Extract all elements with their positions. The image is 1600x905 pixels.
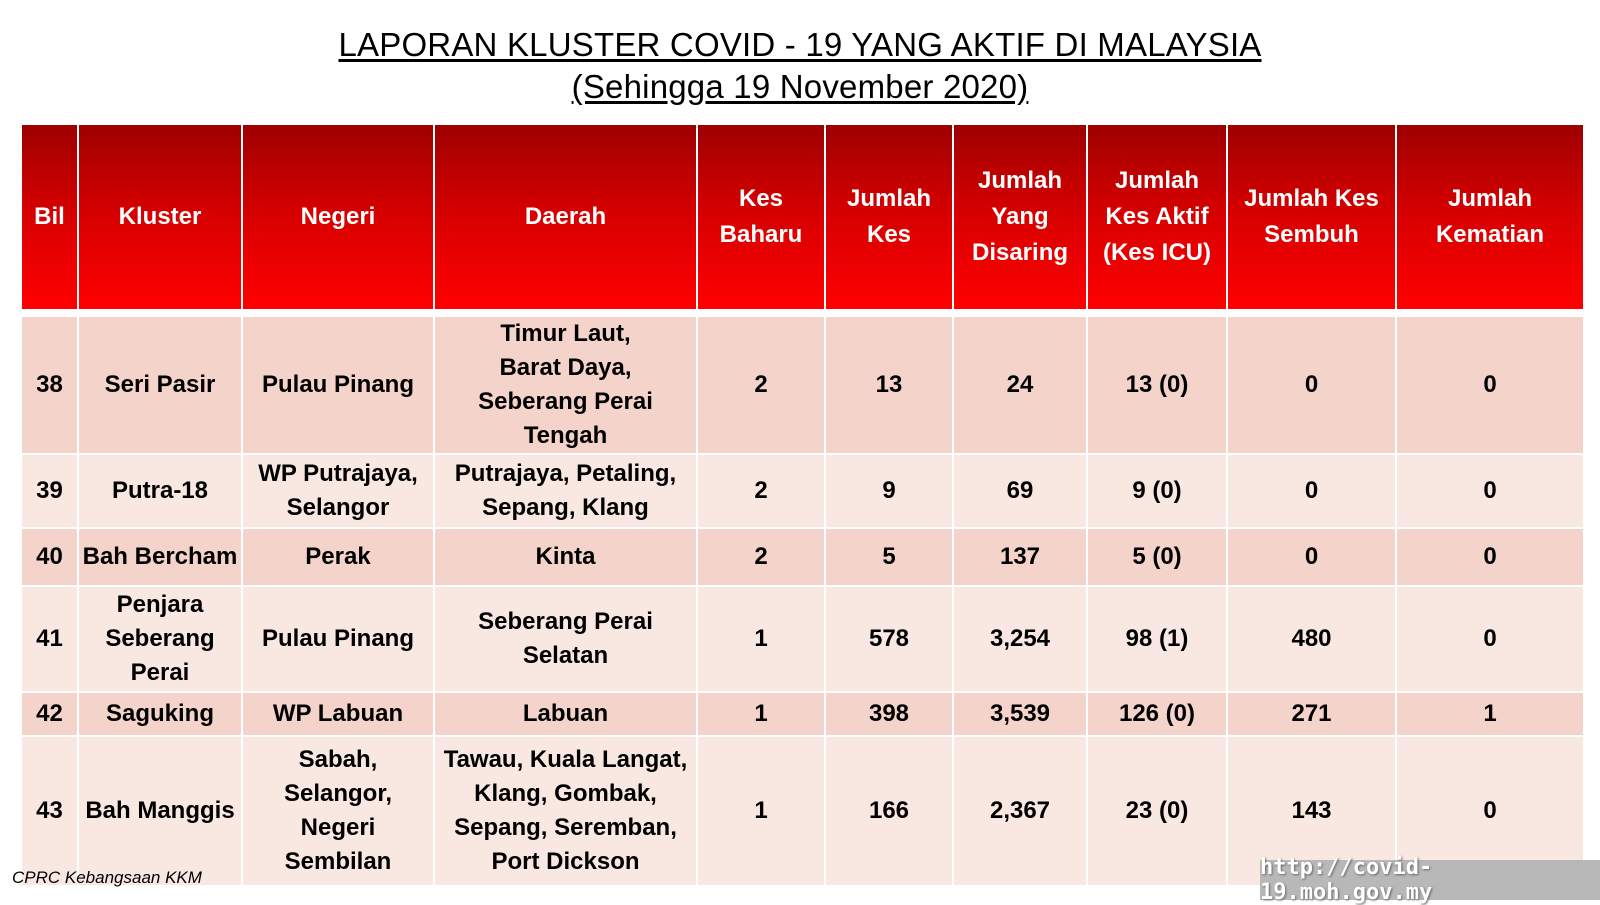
cell-kes-baharu [697, 316, 825, 454]
cell-text: 0 [1483, 797, 1497, 824]
cell-jumlah-disaring [953, 736, 1087, 886]
table-header-row [21, 124, 1584, 310]
cell-text: 2 [754, 477, 768, 504]
cell-text: 98 (1) [1125, 625, 1189, 652]
header-jumlah-disaring: Jumlah Yang Disaring [953, 124, 1087, 310]
cell-jumlah-kes [825, 692, 953, 736]
cell-daerah [434, 736, 697, 886]
cell-kes-aktif [1087, 586, 1227, 692]
cell-daerah [434, 454, 697, 528]
header-kes-aktif: Jumlah Kes Aktif (Kes ICU) [1087, 124, 1227, 310]
cell-daerah [434, 692, 697, 736]
cell-text: 41 [36, 625, 63, 652]
cell-kes-sembuh [1227, 692, 1396, 736]
cell-text: 39 [36, 477, 63, 504]
cell-jumlah-kes [825, 736, 953, 886]
cell-text: 24 [1006, 371, 1034, 398]
cell-text: 137 [999, 543, 1041, 570]
cell-kes-sembuh [1227, 454, 1396, 528]
header-jumlah-kes: Jumlah Kes [825, 124, 953, 310]
cell-negeri [242, 586, 434, 692]
cell-kematian [1396, 692, 1584, 736]
cell-text: 1 [1483, 700, 1497, 727]
cell-text: Labuan [522, 700, 609, 727]
cell-kes-baharu [697, 586, 825, 692]
cell-negeri [242, 316, 434, 454]
cell-text: 9 (0) [1132, 477, 1182, 504]
cell-text: 271 [1291, 700, 1332, 727]
cell-kes-baharu [697, 454, 825, 528]
cell-bil [21, 692, 78, 736]
cell-jumlah-disaring [953, 586, 1087, 692]
cell-text: 398 [868, 700, 910, 727]
cell-text: 143 [1291, 797, 1332, 824]
cell-kluster [78, 454, 242, 528]
cell-negeri [242, 692, 434, 736]
header-negeri: Negeri [242, 124, 434, 310]
cell-kluster [78, 316, 242, 454]
cell-kes-sembuh [1227, 528, 1396, 586]
cell-text: Tawau, Kuala Langat, Klang, Gombak, Sepang, Seremban, Port Dickson [443, 746, 688, 875]
cell-jumlah-kes [825, 454, 953, 528]
cell-jumlah-disaring [953, 528, 1087, 586]
url-text: http://covid-19.moh.gov.my [1260, 855, 1433, 905]
cell-negeri [242, 454, 434, 528]
cell-text: 480 [1291, 625, 1332, 652]
cell-text: 0 [1483, 477, 1497, 504]
cell-text: 38 [36, 371, 63, 398]
cell-kes-baharu [697, 692, 825, 736]
cell-kes-baharu [697, 528, 825, 586]
cell-kematian [1396, 528, 1584, 586]
cell-text: 69 [1006, 477, 1034, 504]
cell-text: Timur Laut, Barat Daya, Seberang Perai Tengah [478, 320, 653, 449]
header-kluster: Kluster [78, 124, 242, 310]
cell-kes-aktif [1087, 316, 1227, 454]
cell-text: 0 [1304, 477, 1319, 504]
report-title [0, 24, 1600, 108]
cell-bil [21, 316, 78, 454]
cell-text: 23 (0) [1125, 797, 1189, 824]
cell-kes-baharu [697, 736, 825, 886]
cell-text: Sabah, Selangor, Negeri Sembilan [283, 746, 393, 875]
cell-text: Kinta [535, 543, 596, 570]
cell-text: 1 [754, 700, 768, 727]
cell-negeri [242, 736, 434, 886]
cell-kluster [78, 586, 242, 692]
cell-text: Saguking [105, 700, 214, 727]
cell-bil [21, 528, 78, 586]
cell-text: 578 [868, 625, 910, 652]
cell-kematian [1396, 454, 1584, 528]
cell-text: 1 [754, 797, 768, 824]
cell-jumlah-disaring [953, 692, 1087, 736]
title-line-2: (Sehingga 19 November 2020) [571, 68, 1029, 105]
cell-kluster [78, 692, 242, 736]
cell-kematian [1396, 316, 1584, 454]
cell-negeri [242, 528, 434, 586]
cell-text: 0 [1304, 371, 1319, 398]
cluster-table [20, 123, 1585, 887]
cell-kluster [78, 736, 242, 886]
header-bil: Bil [21, 124, 78, 310]
cell-text: Pulau Pinang [261, 625, 414, 652]
cell-jumlah-kes [825, 528, 953, 586]
header-kes-sembuh: Jumlah Kes Sembuh [1227, 124, 1396, 310]
cell-kes-aktif [1087, 528, 1227, 586]
cell-text: 42 [36, 700, 63, 727]
table-row [21, 316, 1584, 454]
cell-kes-sembuh [1227, 586, 1396, 692]
cell-kes-sembuh [1227, 316, 1396, 454]
cell-text: 5 (0) [1132, 543, 1182, 570]
cell-kes-aktif [1087, 692, 1227, 736]
header-kes-baharu: Kes Baharu [697, 124, 825, 310]
cell-bil [21, 586, 78, 692]
cell-text: WP Putrajaya, Selangor [258, 460, 418, 521]
cell-text: Putra-18 [111, 477, 209, 504]
cell-jumlah-disaring [953, 316, 1087, 454]
cell-text: 1 [754, 625, 768, 652]
cell-text: 126 (0) [1118, 700, 1196, 727]
cell-text: Penjara Seberang Perai [105, 591, 215, 686]
cell-daerah [434, 316, 697, 454]
table-row [21, 528, 1584, 586]
cell-text: Seberang Perai Selatan [478, 608, 653, 669]
cell-text: Bah Manggis [85, 797, 235, 824]
cell-jumlah-disaring [953, 454, 1087, 528]
table-body [21, 310, 1584, 886]
cell-kes-aktif [1087, 736, 1227, 886]
cell-text: Seri Pasir [104, 371, 216, 398]
cell-jumlah-kes [825, 586, 953, 692]
cell-text: 3,254 [989, 625, 1051, 652]
cell-text: 0 [1483, 625, 1497, 652]
source-credit: CPRC Kebangsaan KKM [12, 868, 202, 887]
cell-text: Pulau Pinang [261, 371, 414, 398]
cell-text: 2,367 [989, 797, 1051, 824]
cell-kluster [78, 528, 242, 586]
cell-text: 5 [882, 543, 896, 570]
table-row [21, 454, 1584, 528]
header-daerah: Daerah [434, 124, 697, 310]
cell-text: 9 [882, 477, 896, 504]
url-watermark [1260, 855, 1600, 905]
cell-text: Perak [305, 543, 371, 570]
cell-text: 13 (0) [1125, 371, 1189, 398]
cell-text: 2 [754, 371, 768, 398]
cell-text: 0 [1483, 543, 1497, 570]
title-line-1: LAPORAN KLUSTER COVID - 19 YANG AKTIF DI MALAYSIA [338, 26, 1262, 63]
table-row [21, 692, 1584, 736]
cell-text: WP Labuan [272, 700, 404, 727]
cell-text: 43 [36, 797, 63, 824]
cell-daerah [434, 586, 697, 692]
cell-text: 166 [868, 797, 910, 824]
cell-text: 0 [1483, 371, 1497, 398]
header-kematian: Jumlah Kematian [1396, 124, 1584, 310]
cell-bil [21, 736, 78, 886]
cell-jumlah-kes [825, 316, 953, 454]
cell-kes-aktif [1087, 454, 1227, 528]
cell-text: 2 [754, 543, 768, 570]
cell-text: Putrajaya, Petaling, Sepang, Klang [454, 460, 677, 521]
cell-kematian [1396, 586, 1584, 692]
cell-bil [21, 454, 78, 528]
cell-daerah [434, 528, 697, 586]
cell-text: 40 [36, 543, 63, 570]
cell-text: 13 [875, 371, 903, 398]
cell-text: 0 [1304, 543, 1319, 570]
cell-text: 3,539 [989, 700, 1051, 727]
table-row [21, 586, 1584, 692]
cell-text: Bah Bercham [82, 543, 238, 570]
